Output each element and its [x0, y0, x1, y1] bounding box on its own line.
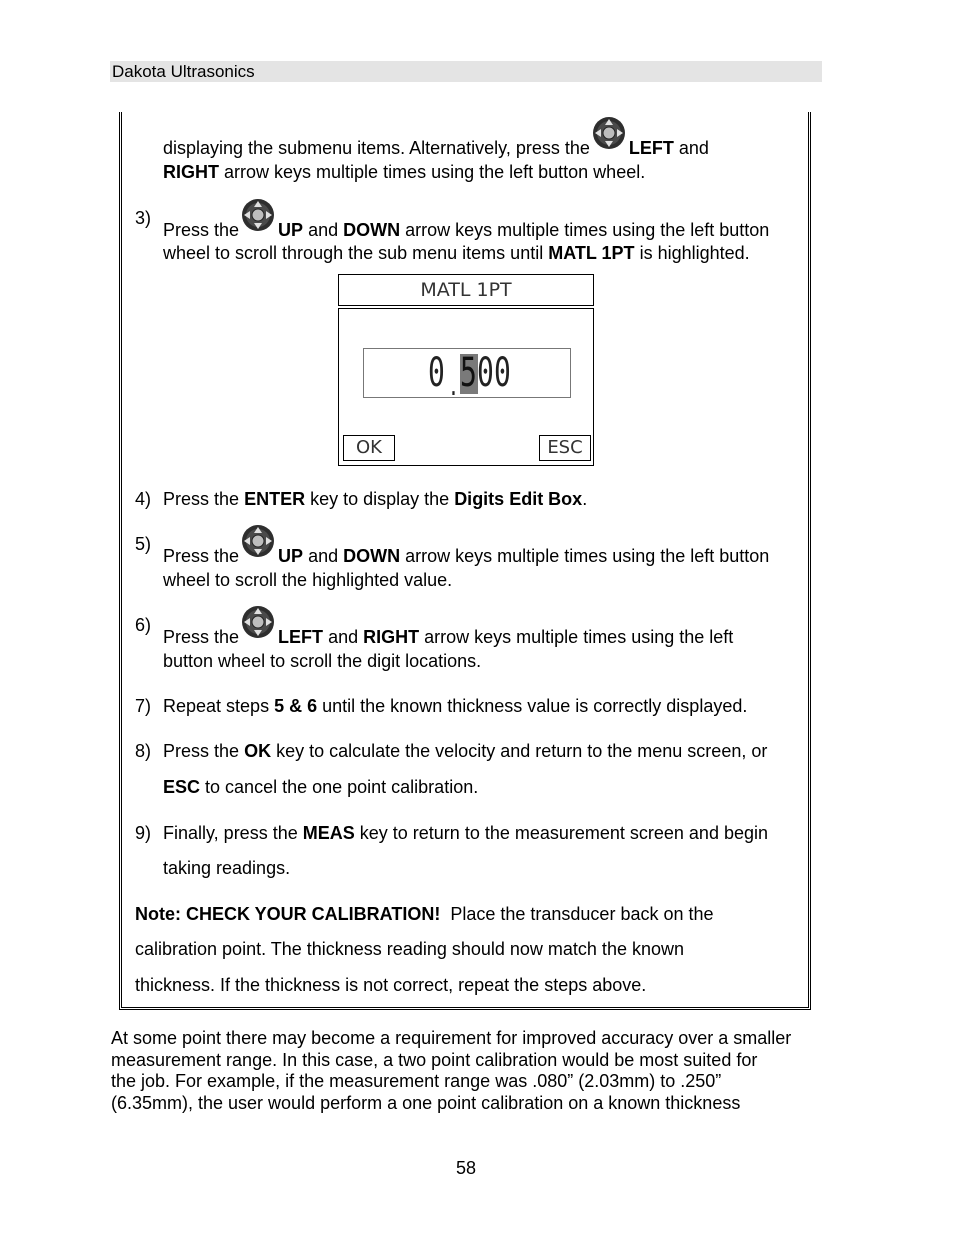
- text-bold: LEFT: [278, 627, 324, 647]
- digit-selected: 5: [460, 350, 477, 396]
- text: arrow keys multiple times using the left button: [405, 546, 770, 566]
- step-6-number: 6): [135, 615, 152, 635]
- note-line-3: [135, 973, 646, 997]
- text: .: [582, 489, 588, 509]
- body-line-3: the job. For example, if the measurement range was .080” (2.03mm) to .250”: [111, 1071, 722, 1091]
- text: is highlighted.: [639, 243, 750, 263]
- text: Repeat steps: [163, 696, 270, 716]
- page-number: 58: [455, 1158, 477, 1178]
- text-bold: MEAS: [302, 823, 355, 843]
- text-bold: RIGHT: [363, 627, 420, 647]
- step-3-number: 3): [135, 208, 152, 228]
- step-5-number: 5): [135, 534, 152, 554]
- digits-edit-box: [363, 348, 571, 402]
- step-7-line-1: [163, 694, 747, 718]
- step-9-line-1: [163, 821, 768, 845]
- step-8-line-2: [163, 775, 478, 799]
- step-3-line-2: [163, 241, 750, 265]
- ok-softkey[interactable]: OK: [343, 435, 395, 461]
- text: arrow keys multiple times using the left: [424, 627, 734, 647]
- step-6-line-2: [163, 649, 481, 673]
- esc-softkey[interactable]: ESC: [539, 435, 591, 461]
- body-line-4: (6.35mm), the user would perform a one point calibration on a known thickness: [111, 1093, 741, 1113]
- text: and: [328, 627, 359, 647]
- text: button wheel to scroll the digit locations.: [163, 651, 482, 671]
- text-bold: MATL 1PT: [548, 243, 635, 263]
- text: displaying the submenu items. Alternatively, press the: [163, 138, 590, 158]
- note-line-1: [135, 902, 714, 926]
- step-8-line-1: [163, 739, 767, 763]
- step-4-line-1: [163, 487, 587, 511]
- text: Press the: [163, 627, 240, 647]
- text: key to return to the measurement screen and begin: [359, 823, 768, 843]
- step-4-number: 4): [135, 489, 152, 509]
- text-bold: Digits Edit Box: [454, 489, 583, 509]
- digit-decimal: .: [448, 372, 459, 402]
- text: Press the: [163, 489, 240, 509]
- text: to cancel the one point calibration.: [205, 777, 479, 797]
- text: wheel to scroll through the sub menu items until: [163, 243, 544, 263]
- text: thickness. If the thickness is not correct, repeat the steps above.: [135, 975, 647, 995]
- arrow-wheel-icon: [592, 116, 626, 150]
- gauge-screen: [338, 274, 594, 466]
- text: and: [308, 220, 339, 240]
- digit: 0: [494, 350, 511, 396]
- text-bold: LEFT: [628, 138, 674, 158]
- text: Finally, press the: [163, 823, 298, 843]
- step-6-line-1: [163, 613, 733, 649]
- text-bold: 5 & 6: [274, 696, 318, 716]
- text-bold: OK: [244, 741, 272, 761]
- step-3-line-1: [163, 206, 769, 242]
- text: Press the: [163, 546, 240, 566]
- body-line-2: measurement range. In this case, a two point calibration would be most suited for: [111, 1050, 758, 1070]
- digit: 0: [428, 350, 445, 396]
- text: wheel to scroll the highlighted value.: [163, 570, 453, 590]
- text-bold: DOWN: [343, 220, 401, 240]
- arrow-wheel-icon: [241, 524, 275, 558]
- step-2-line-1: [163, 124, 709, 160]
- note-line-2: [135, 937, 684, 961]
- text: arrow keys multiple times using the left button: [405, 220, 770, 240]
- text: and: [678, 138, 709, 158]
- text-bold: ENTER: [244, 489, 306, 509]
- page-header: Dakota Ultrasonics: [110, 61, 822, 82]
- text: Press the: [163, 741, 240, 761]
- text: key to calculate the velocity and return to the menu screen, or: [276, 741, 768, 761]
- step-5-line-1: [163, 532, 769, 568]
- text: Place the transducer back on the: [450, 904, 714, 924]
- text: and: [308, 546, 339, 566]
- note-label: Note: CHECK YOUR CALIBRATION!: [135, 904, 441, 924]
- step-9-line-2: [163, 856, 290, 880]
- text: until the known thickness value is correctly displayed.: [322, 696, 748, 716]
- step-5-line-2: [163, 568, 452, 592]
- text-bold: UP: [278, 546, 304, 566]
- screen-title: MATL 1PT: [338, 274, 594, 306]
- arrow-wheel-icon: [241, 605, 275, 639]
- step-8-number: 8): [135, 741, 152, 761]
- text: calibration point. The thickness reading should now match the known: [135, 939, 684, 959]
- text: key to display the: [310, 489, 450, 509]
- text: taking readings.: [163, 858, 291, 878]
- text-bold: UP: [278, 220, 304, 240]
- text: arrow keys multiple times using the left button wheel.: [224, 162, 646, 182]
- step-2-line-2: [163, 160, 645, 184]
- step-9-number: 9): [135, 823, 152, 843]
- arrow-wheel-icon: [241, 198, 275, 232]
- step-7-number: 7): [135, 696, 152, 716]
- text-bold: ESC: [163, 777, 201, 797]
- screen-body: [338, 308, 594, 466]
- text-bold: DOWN: [343, 546, 401, 566]
- body-line-1: At some point there may become a requirement for improved accuracy over a smaller: [111, 1028, 792, 1048]
- text-bold: RIGHT: [163, 162, 219, 182]
- digit: 0: [477, 350, 494, 396]
- text: Press the: [163, 220, 240, 240]
